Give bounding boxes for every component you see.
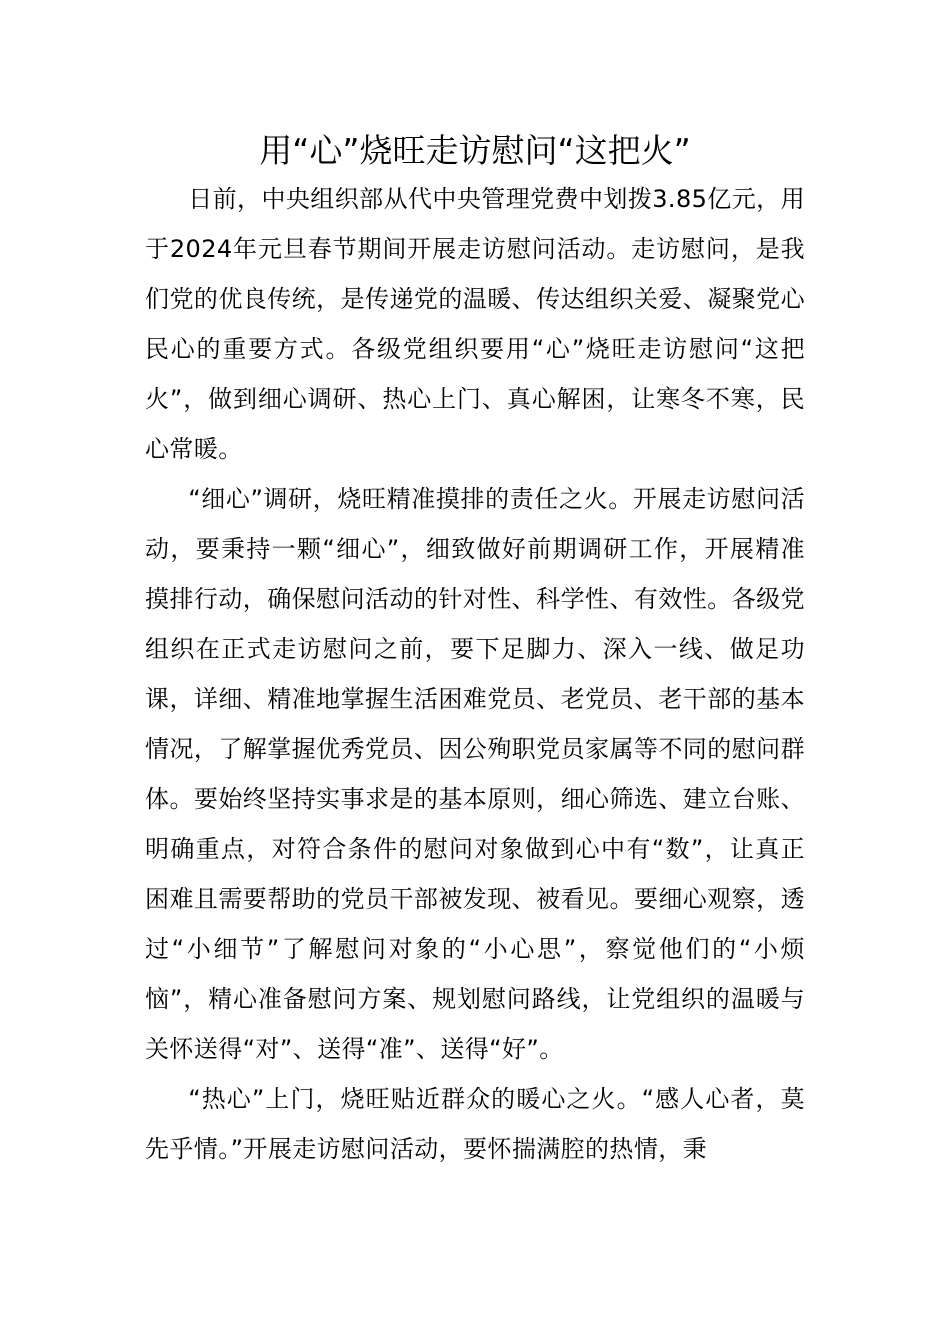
document-title: 用“心”烧旺走访慰问“这把火”: [259, 131, 691, 170]
paragraph-careful-research: “细心”调研，烧旺精准摸排的责任之火。开展走访慰问活动，要秉持一颗“细心”，细致做好前期调研工作，开展精准摸排行动，确保慰问活动的针对性、科学性、有效性。各级党组织在正式走访慰问之前，要下足脚力、深入一线、做足功课，详细、精准地掌握生活困难党员、老党员、老干部的基本情况，了解掌握优秀党员、因公殉职党员家属等不同的慰问群体。要始终坚持实事求是的基本原则，细心筛选、建立台账、明确重点，对符合条件的慰问对象做到心中有“数”，让真正困难且需要帮助的党员干部被发现、被看见。要细心观察，透过“小细节”了解慰问对象的“小心思”，察觉他们的“小烦恼”，精心准备慰问方案、规划慰问路线，让党组织的温暖与关怀送得“对”、送得“准”、送得“好”。: [145, 485, 805, 1063]
paragraph-intro: 日前，中央组织部从代中央管理党费中划拨3.85亿元，用于2024年元旦春节期间开展走访慰问活动。走访慰问，是我们党的优良传统，是传递党的温暖、传达组织关爱、凝聚党心民心的重要方式。各级党组织要用“心”烧旺走访慰问“这把火”，做到细心调研、热心上门、真心解困，让寒冬不寒，民心常暖。: [145, 185, 805, 463]
paragraph-warm-visit: “热心”上门，烧旺贴近群众的暖心之火。“感人心者，莫先乎情。”开展走访慰问活动，要怀揣满腔的热情，秉: [145, 1085, 805, 1163]
document-body: [145, 174, 805, 1174]
